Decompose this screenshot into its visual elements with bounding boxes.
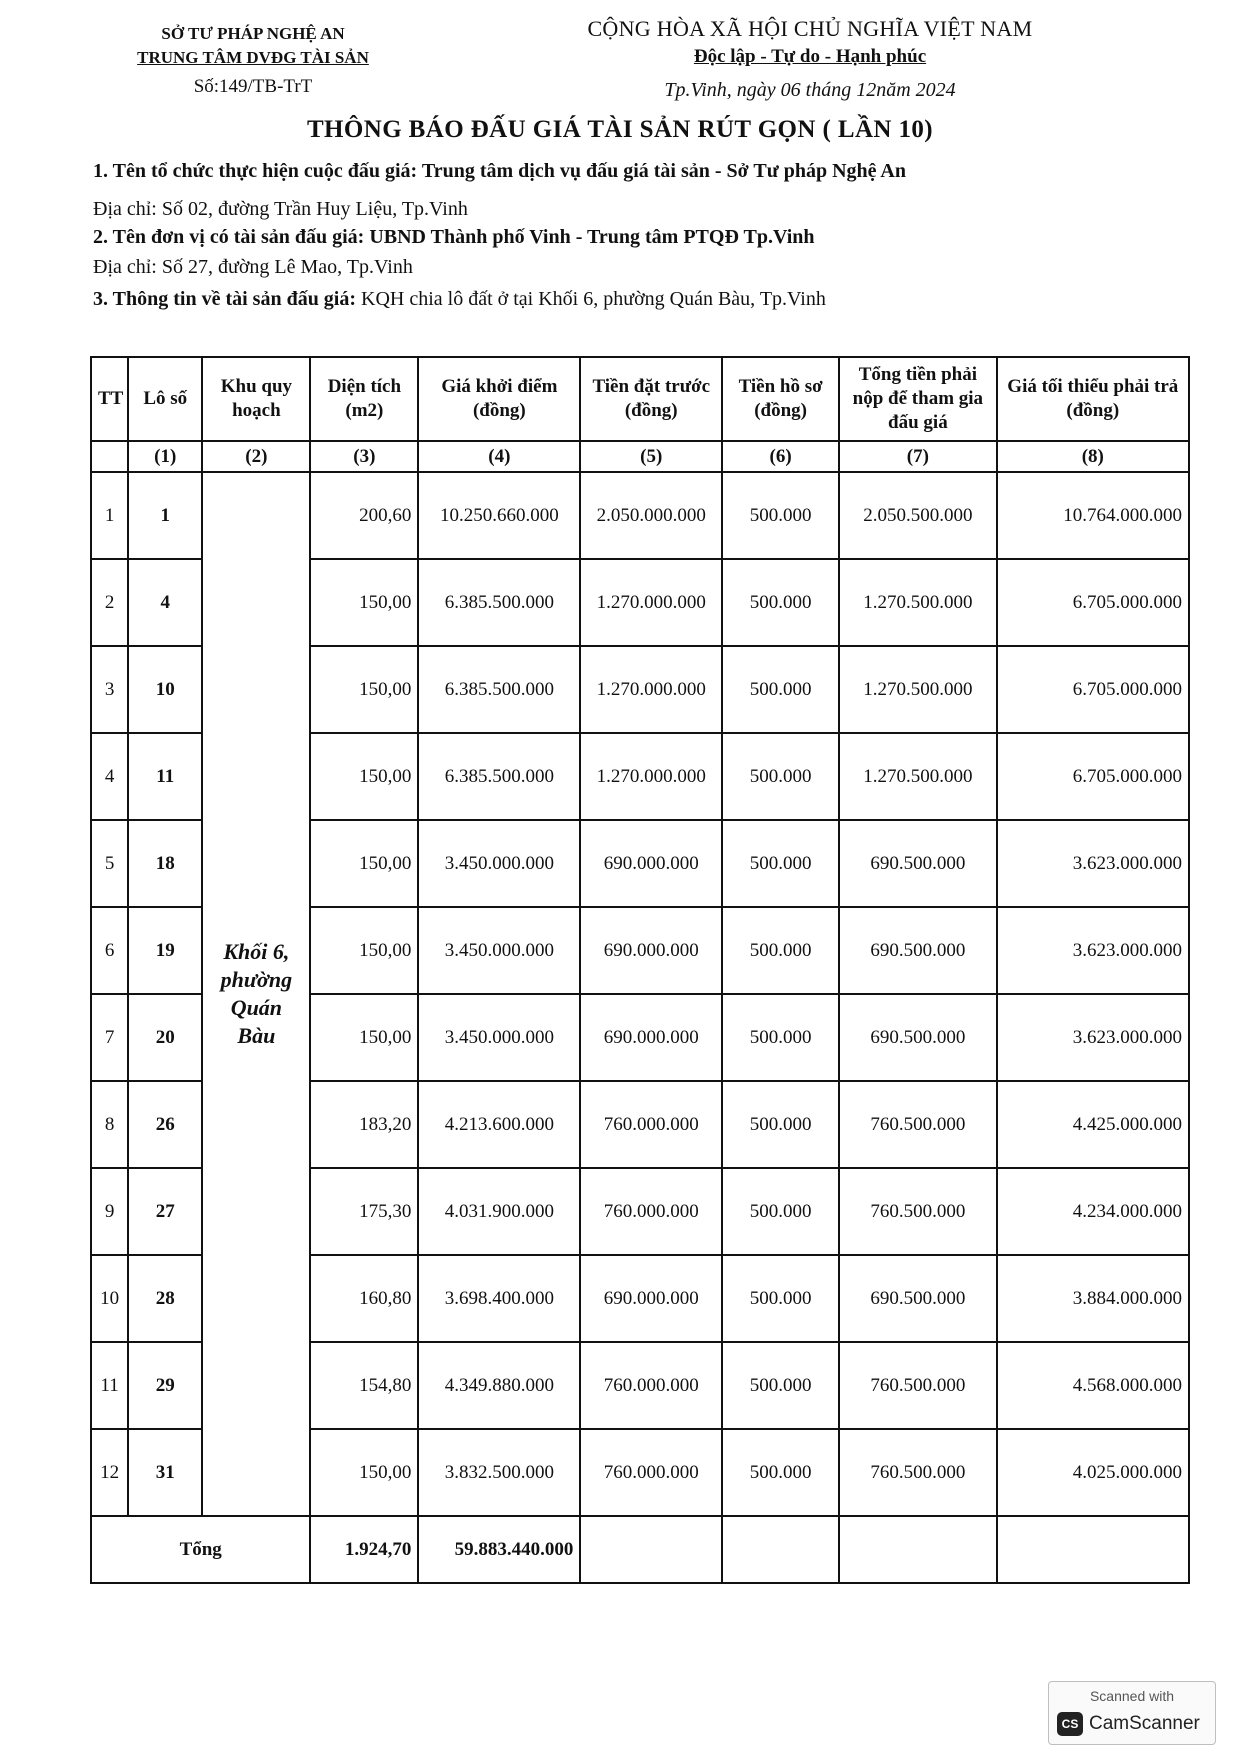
row-deposit: 760.000.000: [580, 1168, 722, 1255]
row-deposit: 760.000.000: [580, 1429, 722, 1516]
row-fee: 500.000: [722, 559, 839, 646]
row-deposit: 690.000.000: [580, 1255, 722, 1342]
row-fee: 500.000: [722, 907, 839, 994]
row-total-payable: 2.050.500.000: [839, 472, 997, 559]
row-tt: 2: [91, 559, 128, 646]
row-area: 150,00: [310, 559, 418, 646]
row-min-price: 3.623.000.000: [997, 820, 1189, 907]
row-tt: 11: [91, 1342, 128, 1429]
row-start-price: 6.385.500.000: [418, 733, 580, 820]
row-lot: 28: [128, 1255, 202, 1342]
row-tt: 5: [91, 820, 128, 907]
row-lot: 19: [128, 907, 202, 994]
section-3-label: 3. Thông tin về tài sản đấu giá:: [93, 288, 357, 310]
row-fee: 500.000: [722, 646, 839, 733]
row-start-price: 4.213.600.000: [418, 1081, 580, 1168]
section-2: [93, 224, 815, 250]
row-total-payable: 760.500.000: [839, 1168, 997, 1255]
camscanner-brand: CamScanner: [1089, 1713, 1200, 1734]
total-empty-cell: [839, 1516, 997, 1583]
issuer-center: TRUNG TÂM DVĐG TÀI SẢN: [137, 48, 369, 67]
row-deposit: 2.050.000.000: [580, 472, 722, 559]
table-total-row: [91, 1516, 1189, 1583]
colnum-8: (8): [997, 441, 1189, 472]
row-area: 150,00: [310, 733, 418, 820]
row-min-price: 10.764.000.000: [997, 472, 1189, 559]
row-lot: 18: [128, 820, 202, 907]
row-start-price: 6.385.500.000: [418, 646, 580, 733]
row-tt: 6: [91, 907, 128, 994]
row-min-price: 3.623.000.000: [997, 907, 1189, 994]
document-title: THÔNG BÁO ĐẤU GIÁ TÀI SẢN RÚT GỌN ( LẦN 10): [306, 116, 934, 143]
header-area: Diện tích (m2): [310, 357, 418, 441]
row-deposit: 760.000.000: [580, 1081, 722, 1168]
row-total-payable: 690.500.000: [839, 1255, 997, 1342]
row-start-price: 3.450.000.000: [418, 994, 580, 1081]
row-area: 150,00: [310, 907, 418, 994]
issuer-ministry: SỞ TƯ PHÁP NGHỆ AN: [161, 24, 345, 43]
colnum-0: [91, 441, 128, 472]
row-min-price: 6.705.000.000: [997, 559, 1189, 646]
section-1-value: Trung tâm dịch vụ đấu giá tài sản - Sở Tư pháp Nghệ An: [417, 160, 906, 182]
header-min-price: Giá tối thiểu phải trả (đồng): [997, 357, 1189, 441]
colnum-3: (3): [310, 441, 418, 472]
table-header-row: [91, 357, 1189, 441]
row-area: 160,80: [310, 1255, 418, 1342]
zone-cell: Khối 6, phường Quán Bàu: [202, 472, 310, 1516]
row-tt: 1: [91, 472, 128, 559]
section-1: [93, 158, 906, 184]
colnum-4: (4): [418, 441, 580, 472]
row-tt: 8: [91, 1081, 128, 1168]
header-lot: Lô số: [128, 357, 202, 441]
row-fee: 500.000: [722, 820, 839, 907]
row-fee: 500.000: [722, 1429, 839, 1516]
row-fee: 500.000: [722, 1255, 839, 1342]
header-fee: Tiền hồ sơ (đồng): [722, 357, 839, 441]
colnum-6: (6): [722, 441, 839, 472]
row-deposit: 690.000.000: [580, 994, 722, 1081]
row-lot: 20: [128, 994, 202, 1081]
row-fee: 500.000: [722, 1081, 839, 1168]
row-start-price: 10.250.660.000: [418, 472, 580, 559]
row-total-payable: 1.270.500.000: [839, 646, 997, 733]
row-total-payable: 760.500.000: [839, 1081, 997, 1168]
row-deposit: 690.000.000: [580, 820, 722, 907]
table-body: [91, 357, 1189, 1583]
row-deposit: 1.270.000.000: [580, 646, 722, 733]
document-number: Số:149/TB-TrT: [193, 76, 313, 97]
total-empty-cell: [722, 1516, 839, 1583]
row-lot: 1: [128, 472, 202, 559]
table-row: [91, 472, 1189, 559]
colnum-7: (7): [839, 441, 997, 472]
row-start-price: 3.698.400.000: [418, 1255, 580, 1342]
row-tt: 7: [91, 994, 128, 1081]
header-start-price: Giá khởi điểm (đồng): [418, 357, 580, 441]
row-lot: 11: [128, 733, 202, 820]
issuer-header: [88, 22, 418, 102]
row-tt: 10: [91, 1255, 128, 1342]
row-min-price: 6.705.000.000: [997, 733, 1189, 820]
column-number-row: [91, 441, 1189, 472]
row-area: 150,00: [310, 1429, 418, 1516]
document-date: Tp.Vinh, ngày 06 tháng 12năm 2024: [664, 79, 956, 101]
section-2-value: UBND Thành phố Vinh - Trung tâm PTQĐ Tp.Vinh: [364, 226, 815, 248]
row-min-price: 3.884.000.000: [997, 1255, 1189, 1342]
national-motto: Độc lập - Tự do - Hạnh phúc: [693, 46, 927, 67]
row-lot: 27: [128, 1168, 202, 1255]
header-deposit: Tiền đặt trước (đồng): [580, 357, 722, 441]
row-start-price: 3.450.000.000: [418, 820, 580, 907]
row-total-payable: 690.500.000: [839, 820, 997, 907]
section-2-label: 2. Tên đơn vị có tài sản đấu giá:: [93, 226, 365, 248]
row-lot: 26: [128, 1081, 202, 1168]
row-tt: 3: [91, 646, 128, 733]
national-title: CỘNG HÒA XÃ HỘI CHỦ NGHĨA VIỆT NAM: [587, 16, 1033, 41]
section-3-value: KQH chia lô đất ở tại Khối 6, phường Quán Bàu, Tp.Vinh: [356, 288, 826, 310]
row-area: 200,60: [310, 472, 418, 559]
row-total-payable: 1.270.500.000: [839, 559, 997, 646]
row-deposit: 1.270.000.000: [580, 559, 722, 646]
row-min-price: 3.623.000.000: [997, 994, 1189, 1081]
total-empty-cell: [580, 1516, 722, 1583]
section-2-address: Địa chỉ: Số 27, đường Lê Mao, Tp.Vinh: [93, 256, 413, 278]
section-1-label: 1. Tên tổ chức thực hiện cuộc đấu giá:: [93, 160, 418, 182]
scanned-with-label: Scanned with: [1089, 1688, 1175, 1704]
row-area: 150,00: [310, 646, 418, 733]
row-start-price: 3.832.500.000: [418, 1429, 580, 1516]
colnum-5: (5): [580, 441, 722, 472]
row-area: 154,80: [310, 1342, 418, 1429]
row-deposit: 1.270.000.000: [580, 733, 722, 820]
row-total-payable: 1.270.500.000: [839, 733, 997, 820]
row-tt: 4: [91, 733, 128, 820]
camscanner-logo-icon: CS: [1057, 1712, 1083, 1736]
section-3: [93, 286, 826, 312]
header-total-payable: Tổng tiền phải nộp để tham gia đấu giá: [839, 357, 997, 441]
row-start-price: 4.349.880.000: [418, 1342, 580, 1429]
row-lot: 29: [128, 1342, 202, 1429]
row-area: 175,30: [310, 1168, 418, 1255]
row-min-price: 4.025.000.000: [997, 1429, 1189, 1516]
row-fee: 500.000: [722, 472, 839, 559]
row-tt: 9: [91, 1168, 128, 1255]
row-area: 150,00: [310, 820, 418, 907]
total-label: Tổng: [91, 1516, 310, 1583]
row-lot: 31: [128, 1429, 202, 1516]
row-total-payable: 690.500.000: [839, 994, 997, 1081]
row-total-payable: 760.500.000: [839, 1342, 997, 1429]
row-start-price: 4.031.900.000: [418, 1168, 580, 1255]
row-start-price: 3.450.000.000: [418, 907, 580, 994]
row-min-price: 6.705.000.000: [997, 646, 1189, 733]
camscanner-watermark: [1048, 1681, 1216, 1745]
colnum-1: (1): [128, 441, 202, 472]
total-start-price: 59.883.440.000: [418, 1516, 580, 1583]
row-total-payable: 760.500.000: [839, 1429, 997, 1516]
row-deposit: 760.000.000: [580, 1342, 722, 1429]
row-fee: 500.000: [722, 994, 839, 1081]
row-area: 150,00: [310, 994, 418, 1081]
row-start-price: 6.385.500.000: [418, 559, 580, 646]
section-1-address: Địa chỉ: Số 02, đường Trần Huy Liệu, Tp.Vinh: [93, 198, 468, 220]
row-min-price: 4.425.000.000: [997, 1081, 1189, 1168]
row-min-price: 4.234.000.000: [997, 1168, 1189, 1255]
row-lot: 10: [128, 646, 202, 733]
total-empty-cell: [997, 1516, 1189, 1583]
row-tt: 12: [91, 1429, 128, 1516]
colnum-2: (2): [202, 441, 310, 472]
auction-lots-table: [90, 356, 1190, 1584]
row-fee: 500.000: [722, 733, 839, 820]
total-area: 1.924,70: [310, 1516, 418, 1583]
header-tt: TT: [91, 357, 128, 441]
row-total-payable: 690.500.000: [839, 907, 997, 994]
row-fee: 500.000: [722, 1168, 839, 1255]
row-deposit: 690.000.000: [580, 907, 722, 994]
header-zone: Khu quy hoạch: [202, 357, 310, 441]
row-fee: 500.000: [722, 1342, 839, 1429]
national-header: [520, 14, 1100, 106]
row-lot: 4: [128, 559, 202, 646]
row-min-price: 4.568.000.000: [997, 1342, 1189, 1429]
row-area: 183,20: [310, 1081, 418, 1168]
